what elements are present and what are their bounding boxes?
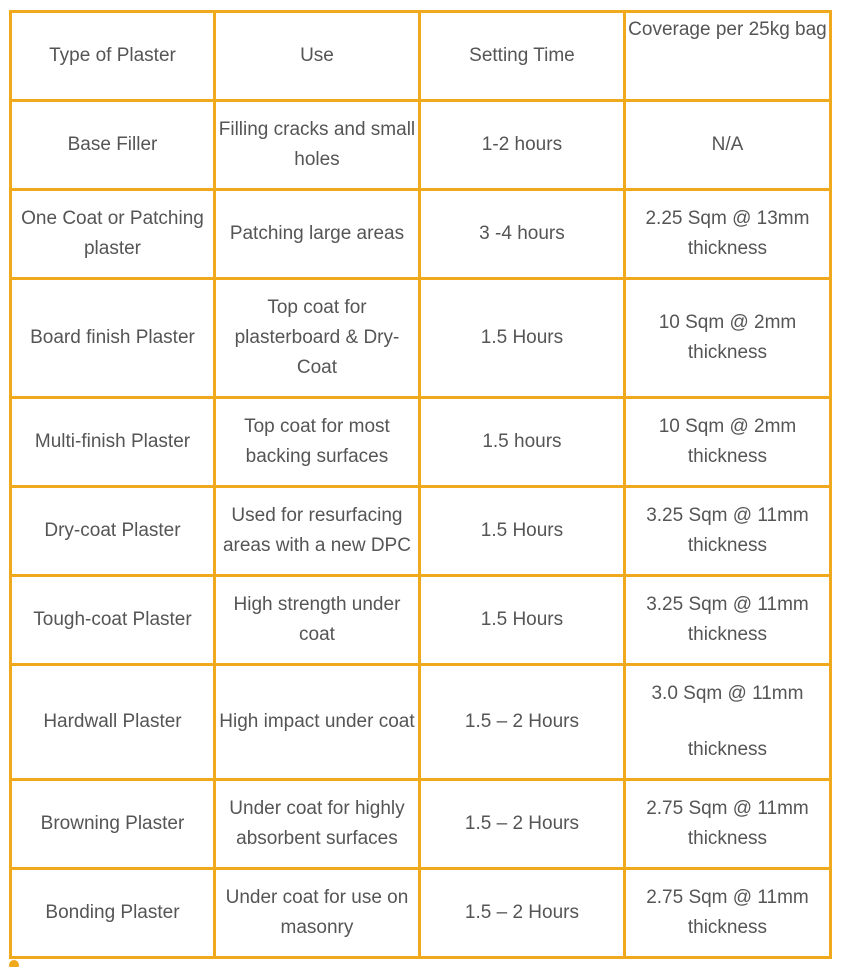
bullet-dot [9,960,19,967]
cell-use: Under coat for use on masonry [214,869,419,958]
table-row [11,101,831,190]
cell-coverage: 2.75 Sqm @ 11mm thickness [624,780,830,869]
cell-setting-time: 1.5 – 2 Hours [419,869,624,958]
cell-type: One Coat or Patching plaster [11,190,215,279]
cell-coverage: 10 Sqm @ 2mm thickness [624,279,830,398]
cell-use: High impact under coat [214,665,419,780]
cell-type: Tough-coat Plaster [11,576,215,665]
header-cell-use: Use [214,12,419,101]
cell-setting-time: 1.5 hours [419,398,624,487]
cell-type: Base Filler [11,101,215,190]
cell-coverage: 3.25 Sqm @ 11mm thickness [624,487,830,576]
table-header-row [11,12,831,101]
table-row [11,780,831,869]
cell-use: High strength under coat [214,576,419,665]
cell-type: Bonding Plaster [11,869,215,958]
cell-type: Board finish Plaster [11,279,215,398]
cell-setting-time: 1.5 Hours [419,576,624,665]
cell-setting-time: 1.5 Hours [419,487,624,576]
cell-coverage: 3.0 Sqm @ 11mm thickness [624,665,830,780]
cell-use: Used for resurfacing areas with a new DPC [214,487,419,576]
cell-type: Dry-coat Plaster [11,487,215,576]
cell-setting-time: 3 -4 hours [419,190,624,279]
cell-setting-time: 1.5 – 2 Hours [419,780,624,869]
plaster-table [9,10,832,959]
table-row [11,279,831,398]
cell-coverage: N/A [624,101,830,190]
cell-setting-time: 1.5 – 2 Hours [419,665,624,780]
cell-coverage: 2.25 Sqm @ 13mm thickness [624,190,830,279]
cell-coverage: 3.25 Sqm @ 11mm thickness [624,576,830,665]
cell-use: Patching large areas [214,190,419,279]
cell-coverage: 2.75 Sqm @ 11mm thickness [624,869,830,958]
table-row [11,665,831,780]
cell-type: Multi-finish Plaster [11,398,215,487]
cell-coverage: 10 Sqm @ 2mm thickness [624,398,830,487]
cell-setting-time: 1.5 Hours [419,279,624,398]
cell-use: Under coat for highly absorbent surfaces [214,780,419,869]
cell-use: Top coat for most backing surfaces [214,398,419,487]
cell-setting-time: 1-2 hours [419,101,624,190]
cell-use: Top coat for plasterboard & Dry-Coat [214,279,419,398]
header-cell-type: Type of Plaster [11,12,215,101]
table-row [11,487,831,576]
table-row [11,576,831,665]
cell-type: Hardwall Plaster [11,665,215,780]
cell-type: Browning Plaster [11,780,215,869]
table-row [11,398,831,487]
header-cell-coverage: Coverage per 25kg bag [624,12,830,101]
table-row [11,869,831,958]
header-cell-setting-time: Setting Time [419,12,624,101]
cell-use: Filling cracks and small holes [214,101,419,190]
table-row [11,190,831,279]
